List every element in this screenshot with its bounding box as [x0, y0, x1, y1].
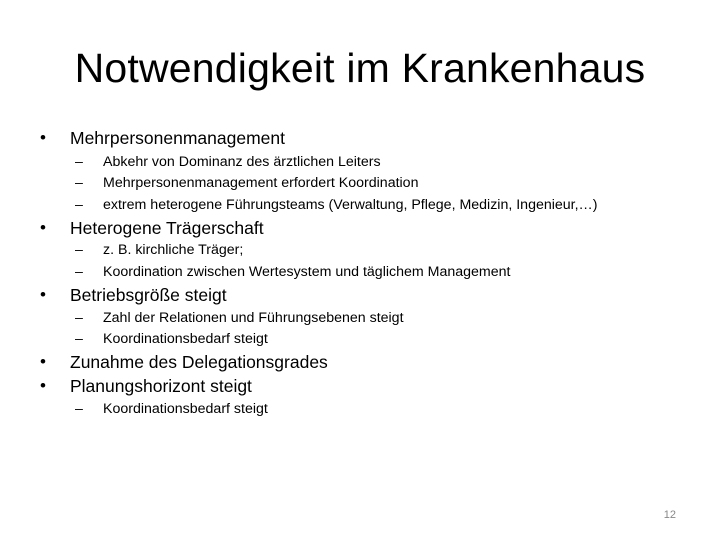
bullet-text: Planungshorizont steigt: [70, 376, 252, 396]
bullet-text: Betriebsgröße steigt: [70, 285, 227, 305]
bullet-marker: •: [40, 285, 46, 304]
bullet-marker: •: [40, 376, 46, 395]
sub-item-text: Koordination zwischen Wertesystem und täglichem Management: [103, 264, 511, 280]
sub-item-text: Mehrpersonenmanagement erfordert Koordination: [103, 175, 419, 191]
bullet-text: Heterogene Trägerschaft: [70, 218, 264, 238]
dash-marker: –: [75, 264, 83, 280]
dash-marker: –: [75, 197, 83, 213]
sub-item-text: Abkehr von Dominanz des ärztlichen Leiters: [103, 154, 381, 170]
sub-item-text: z. B. kirchliche Träger;: [103, 242, 244, 258]
bullet-marker: •: [40, 218, 46, 237]
dash-marker: –: [75, 331, 83, 347]
slide-title: Notwendigkeit im Krankenhaus: [74, 45, 646, 91]
bullet-text: Mehrpersonenmanagement: [70, 128, 285, 148]
sub-item-text: extrem heterogene Führungsteams (Verwaltung, Pflege, Medizin, Ingenieur,…): [103, 197, 598, 213]
bullet-marker: •: [40, 128, 46, 147]
sub-item-text: Koordinationsbedarf steigt: [103, 331, 268, 347]
bullet-text: Zunahme des Delegationsgrades: [70, 352, 328, 372]
dash-marker: –: [75, 242, 83, 258]
dash-marker: –: [75, 154, 83, 170]
page-number: 12: [663, 509, 676, 521]
dash-marker: –: [75, 401, 83, 417]
dash-marker: –: [75, 175, 83, 191]
sub-item-text: Zahl der Relationen und Führungsebenen steigt: [103, 310, 404, 326]
dash-marker: –: [75, 310, 83, 326]
sub-item-text: Koordinationsbedarf steigt: [103, 401, 268, 417]
bullet-marker: •: [40, 352, 46, 371]
